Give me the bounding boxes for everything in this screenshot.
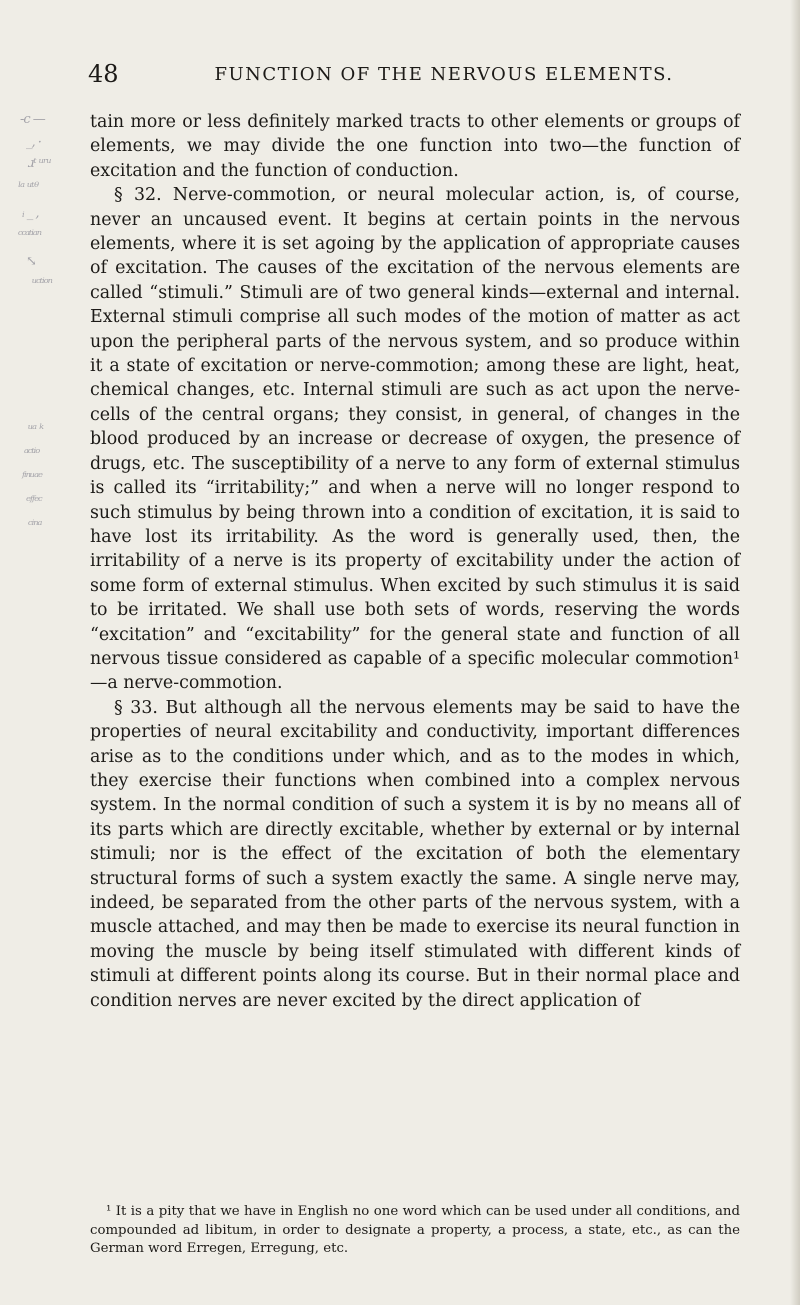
footnote-text: ¹ It is a pity that we have in English no one word which can be used under all conditions, and compounded ad libitum, in order to designate a property, a process, a state, etc., as can the German word Erregen, Erregung, etc. <box>90 1204 740 1256</box>
running-head <box>88 60 738 90</box>
page-edge-shadow <box>790 0 800 1305</box>
paragraph-section-32: § 32. Nerve-commotion, or neural molecular action, is, of course, never an uncaused event. It begins at certain points in the nervous elements, where it is set agoing by the application of appropriate causes of excitation. The causes of the excitation of the nervous elements are called “stimuli.” Stimuli are of two general kinds—external and internal. External stimuli comprise all such modes of the motion of matter as act upon the peripheral parts of the nervous system, and so produce within it a state of excitation or nerve-commotion; among these are light, heat, chemical changes, etc. Internal stimuli are such as act upon the nerve-cells of the central organs; they consist, in general, of changes in the blood produced by an increase or decrease of oxygen, the presence of drugs, etc. The susceptibility of a nerve to any form of external stimulus is called its “irritability;” and when a nerve will no longer respond to such stimulus by being thrown into a condition of excitation, it is said to have lost its irritability. As the word is generally used, then, the irritability of a nerve is its property of excitability under the action of some form of external stimulus. When excited by such stimulus it is said to be irritated. We shall use both sets of words, reserving the words “excitation” and “excitability” for the general state and function of all nervous tissue considered as capable of a specific molecular commotion¹—a nerve-commotion. <box>90 185 740 694</box>
paragraph-section-33: § 33. But although all the nervous elements may be said to have the properties of neural excitability and conductivity, important differences arise as to the conditions under which, and as to the modes in which, they exercise their functions when combined into a complex nervous system. In the normal condition of such a system it is by no means all of its parts which are directly excitable, whether by external or by internal stimuli; nor is the effect of the excitation of both the elementary structural forms of such a system exactly the same. A single nerve may, indeed, be separated from the other parts of the nervous system, with a muscle attached, and may then be made to exercise its neural function in moving the muscle by being itself stimulated with different kinds of stimuli at different points along its course. But in their normal place and condition nerves are never excited by the direct application of <box>90 697 740 1011</box>
running-title: FUNCTION OF THE NERVOUS ELEMENTS. <box>214 64 674 85</box>
paragraph-continuation: tain more or less definitely marked tracts to other elements or groups of elements, we may divide the one function into two—the function of excitation and the function of conduction. <box>90 112 740 181</box>
page-number: 48 <box>88 60 119 88</box>
body-text <box>90 110 740 1013</box>
pencil-margin-notes: -c — _, · ɹᵗ ᵘʳᵘ ˡᵃ ᵘᵗᶿ ᵢ _ , ᶜᶜᵃᵗⁱᵃⁿ ⤡ ᵘᶜᵗⁱᵒⁿ ᵘᵃ ᵏ ᵃᶜᵗⁱᵒ ᶠⁱⁿᵘᵃᵉ ᵉᶠᶠᵉᶜ ᶜⁱⁿᵃ <box>18 112 52 533</box>
footnote <box>90 1203 740 1259</box>
